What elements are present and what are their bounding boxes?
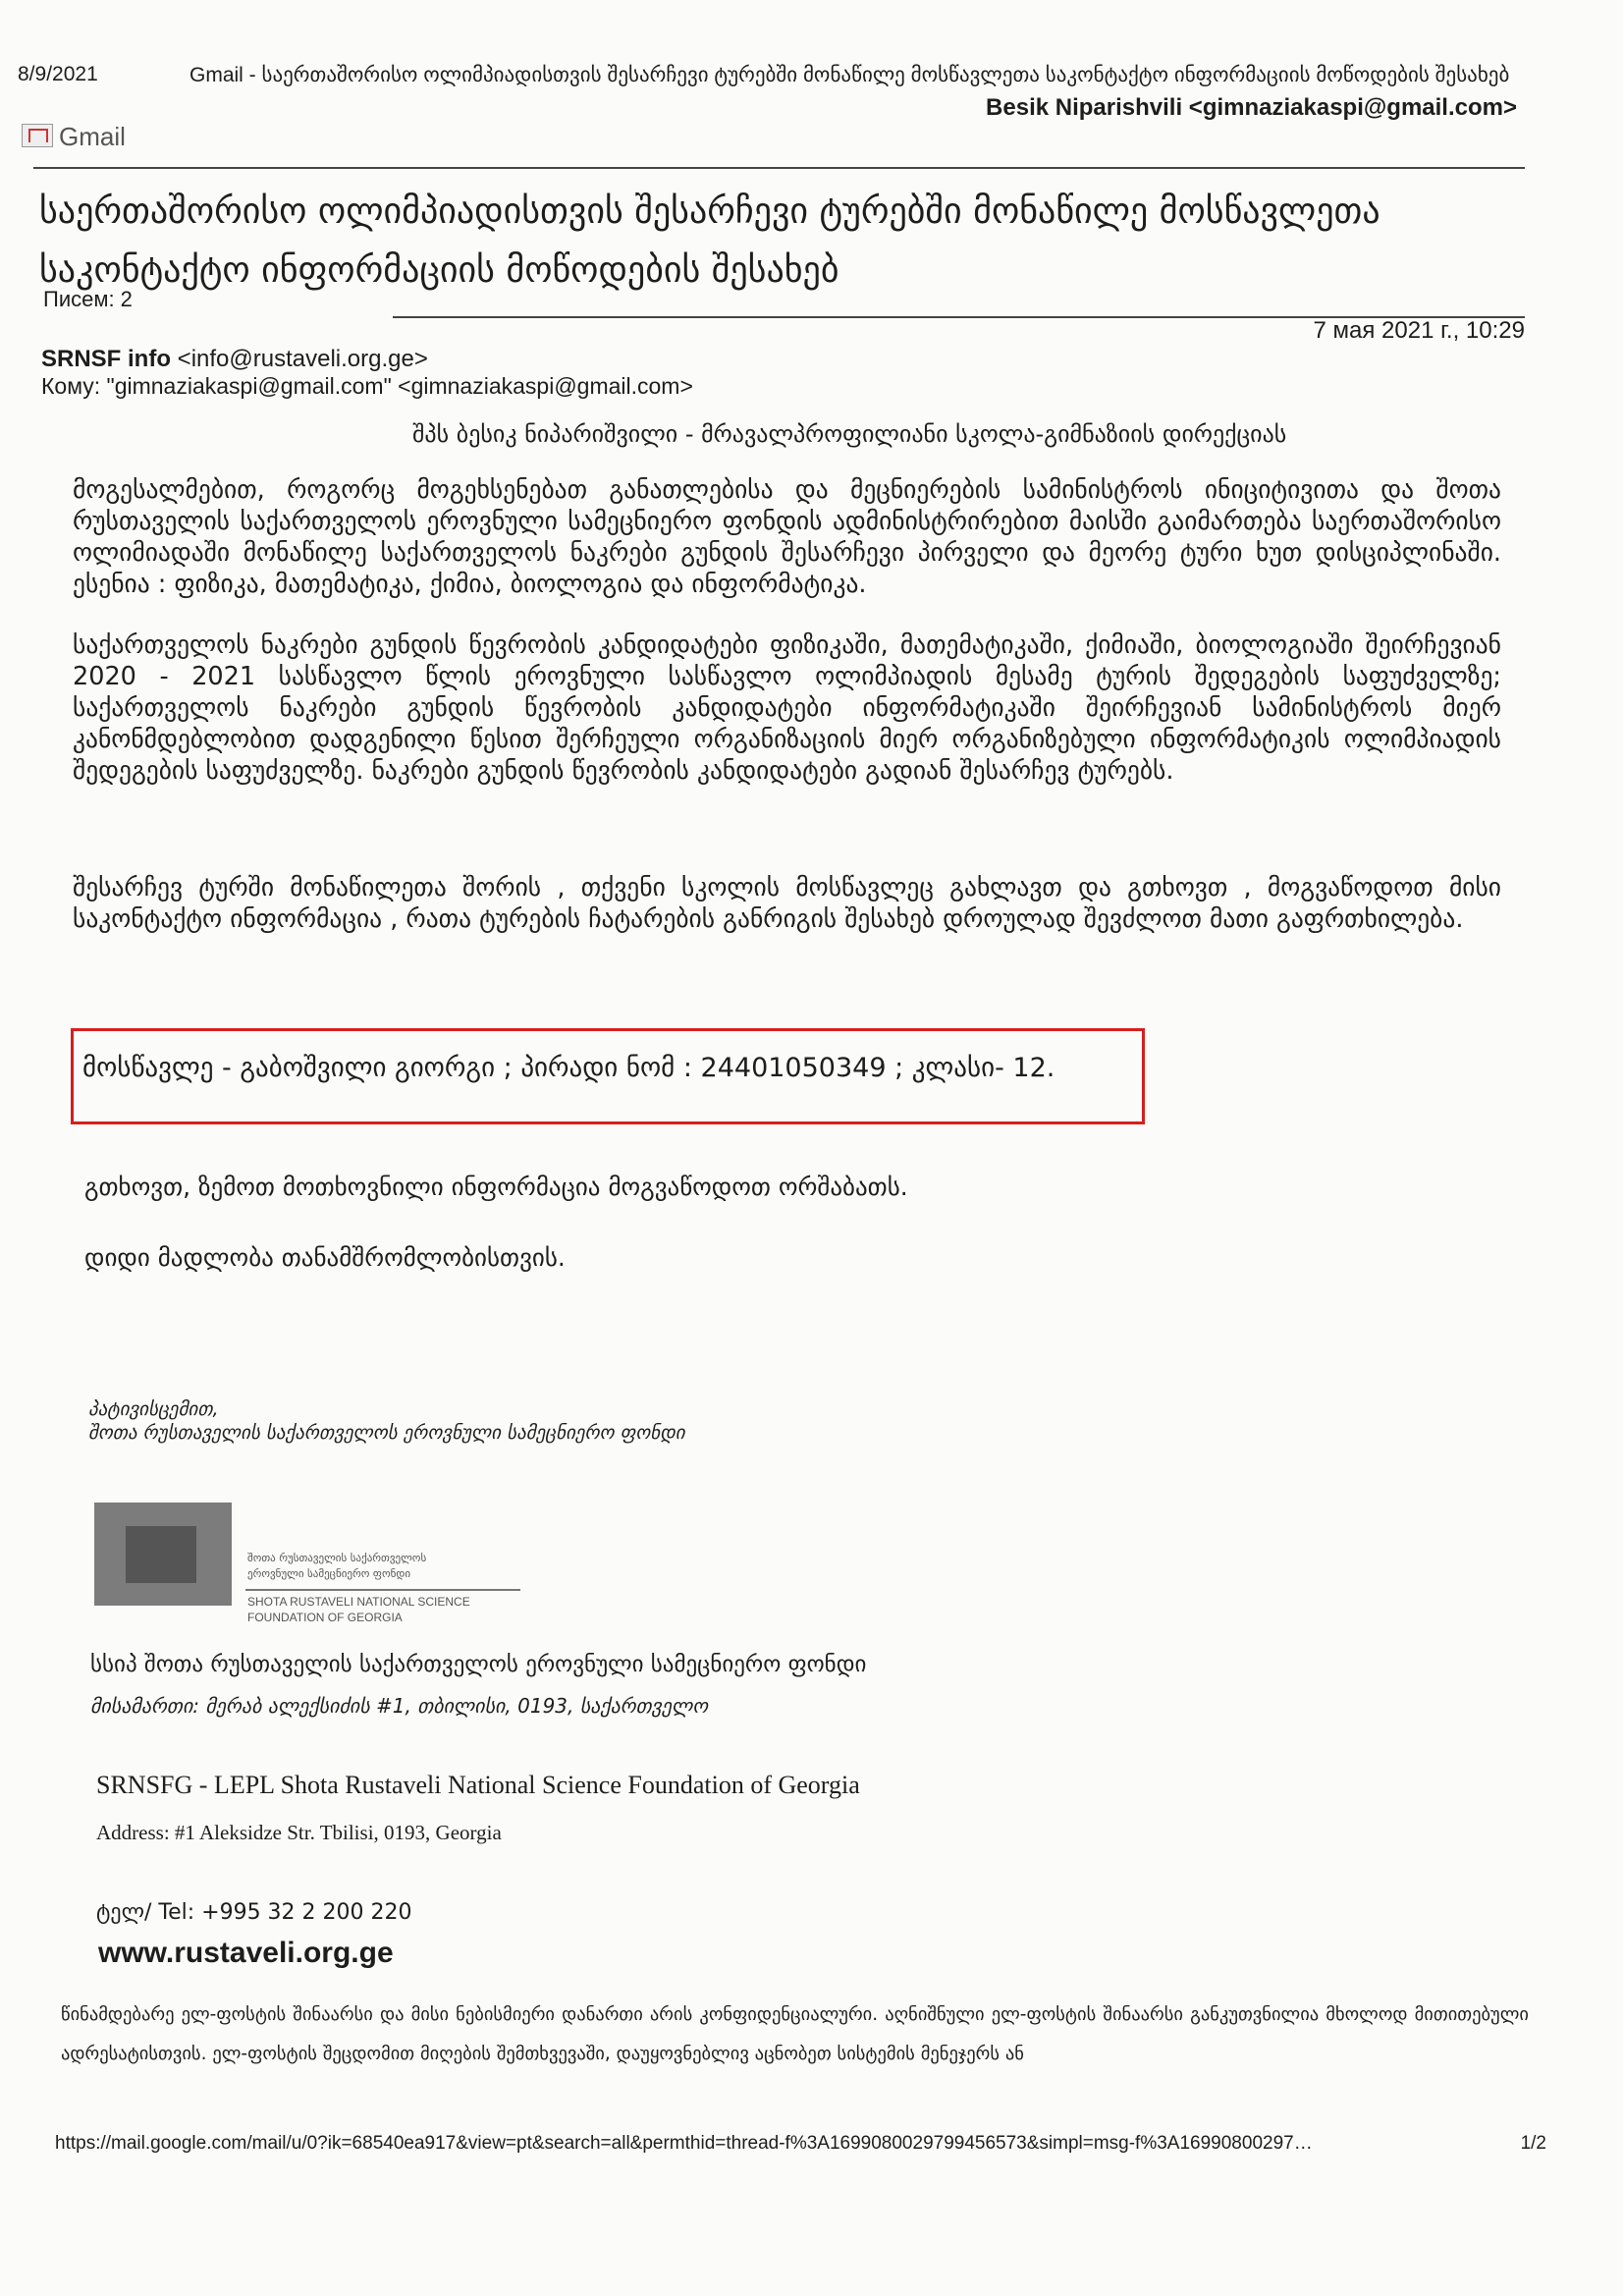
signature-address-ka: მისამართი: მერაბ ალექსიძის #1, თბილისი, 0193, საქართველო — [90, 1694, 709, 1718]
student-info: მოსწავლე - გაბოშვილი გიორგი ; პირადი ნომ : 24401050349 ; კლასი- 12. — [82, 1053, 1055, 1083]
logo-divider — [245, 1589, 520, 1591]
gmail-envelope-icon — [22, 124, 53, 147]
message-count: Писем: 2 — [43, 287, 133, 311]
signature-website-link[interactable]: www.rustaveli.org.ge — [98, 1937, 394, 1969]
signature-address-en: Address: #1 Aleksidze Str. Tbilisi, 0193, Georgia — [96, 1821, 502, 1844]
paragraph-1: მოგესალმებით, როგორც მოგეხსენებათ განათლებისა და მეცნიერების სამინისტროს ინიციტივითა და შოთა რუსთაველის საქართველოს ეროვნული სამეცნიერო ფონდის ადმინისტრირებით მაისში გაიმართება საერთაშორისო ოლიმიადაში მონაწილე საქართველოს ნაკრები გუნდის შესარჩევი პირველი და მეორე ტური ხუთ დისციპლინაში. ესენია : ფიზიკა, მათემატიკა, ქიმია, ბიოლოგია და ინფორმატიკა. — [73, 475, 1501, 599]
greeting: შპს ბესიკ ნიპარიშვილი - მრავალპროფილიანი სკოლა-გიმნაზიის დირექციას — [412, 420, 1287, 448]
to-line: Кому: "gimnaziakaspi@gmail.com" <gimnaziakaspi@gmail.com> — [41, 373, 693, 399]
print-footer-url: https://mail.google.com/mail/u/0?ik=68540ea917&view=pt&search=all&permthid=thread-f%3A1699080029799456573&simpl=msg-f%3A16990800297… — [55, 2133, 1313, 2154]
paragraph-2: საქართველოს ნაკრები გუნდის წევრობის კანდიდატები ფიზიკაში, მათემატიკაში, ქიმიაში, ბიოლოგიაში შეირჩევიან 2020 - 2021 სასწავლო წლის ეროვნული სასწავლო ოლიმპიადის მესამე ტურის შედეგების საფუძველზე; საქართველოს ნაკრები გუნდის წევრობის კანდიდატები ინფორმატიკაში შეირჩევიან სამინისტროს მიერ კანონმდებლობით დადგენილი წესით შერჩეული ორგანიზაციის მიერ ორგანიზებული ინფორმატიკის ოლიმპიადის შედეგების საფუძველზე. ნაკრები გუნდის წევრობის კანდიდატები გადიან შესარჩევ ტურებს. — [73, 630, 1501, 786]
message-date: 7 мая 2021 г., 10:29 — [1313, 317, 1525, 344]
print-page-number: 1/2 — [1520, 2133, 1546, 2154]
print-date: 8/9/2021 — [18, 63, 98, 85]
email-subject — [39, 183, 1512, 301]
logo-text-en-1: SHOTA RUSTAVELI NATIONAL SCIENCE — [247, 1595, 470, 1609]
gmail-logo-text: Gmail — [59, 122, 126, 151]
print-title: Gmail - საერთაშორისო ოლიმპიადისთვის შესარჩევი ტურებში მონაწილე მოსწავლეთა საკონტაქტო ინფორმაციის მოწოდების შესახებ — [189, 64, 1510, 86]
foundation-logo-mark — [94, 1503, 232, 1606]
subject-line-1: საერთაშორისო ოლიმპიადისთვის შესარჩევი ტურებში მონაწილე მოსწავლეთა — [39, 191, 1380, 232]
from-line — [41, 346, 428, 373]
subject-line-2: საკონტაქტო ინფორმაციის მოწოდების შესახებ — [39, 250, 839, 291]
signature-org-ka: სსიპ შოთა რუსთაველის საქართველოს ეროვნული სამეცნიერო ფონდი — [90, 1652, 867, 1677]
divider — [33, 167, 1525, 169]
request-line: გთხოვთ, ზემოთ მოთხოვნილი ინფორმაცია მოგვაწოდოთ ორშაბათს. — [84, 1173, 908, 1201]
org-name-italic: შოთა რუსთაველის საქართველოს ეროვნული სამეცნიერო ფონდი — [88, 1422, 685, 1444]
from-address: <info@rustaveli.org.ge> — [177, 346, 428, 372]
from-name: SRNSF info — [41, 346, 171, 372]
paragraph-3: შესარჩევ ტურში მონაწილეთა შორის , თქვენი სკოლის მოსწავლეც გახლავთ და გთხოვთ , მოგვაწოდოთ მისი საკონტაქტო ინფორმაცია , რათა ტურების ჩატარების განრიგის შესახებ დროულად შევძლოთ მათი გაფრთხილება. — [73, 873, 1501, 934]
thanks-line: დიდი მადლობა თანამშრომლობისთვის. — [84, 1243, 566, 1272]
logo-text-ka-1: შოთა რუსთაველის საქართველოს — [247, 1552, 427, 1564]
regards: პატივისცემით, — [88, 1398, 219, 1420]
logo-text-ka-2: ეროვნული სამეცნიერო ფონდი — [247, 1567, 411, 1580]
logo-text-en-2: FOUNDATION OF GEORGIA — [247, 1611, 403, 1624]
signature-org-en: SRNSFG - LEPL Shota Rustaveli National Science Foundation of Georgia — [96, 1771, 860, 1799]
confidentiality-disclaimer: წინამდებარე ელ-ფოსტის შინაარსი და მისი ნებისმიერი დანართი არის კონფიდენციალური. აღნიშნული ელ-ფოსტის შინაარსი განკუთვნილია მხოლოდ მითითებული ადრესატისთვის. ელ-ფოსტის შეცდომით მიღების შემთხვევაში, დაუყოვნებლივ აცნობეთ სისტემის მენეჯერს ან — [61, 2004, 1529, 2064]
account-sender: Besik Niparishvili <gimnaziakaspi@gmail.com> — [986, 94, 1517, 121]
signature-phone: ტელ/ Tel: +995 32 2 200 220 — [96, 1900, 412, 1925]
gmail-logo — [22, 122, 126, 152]
